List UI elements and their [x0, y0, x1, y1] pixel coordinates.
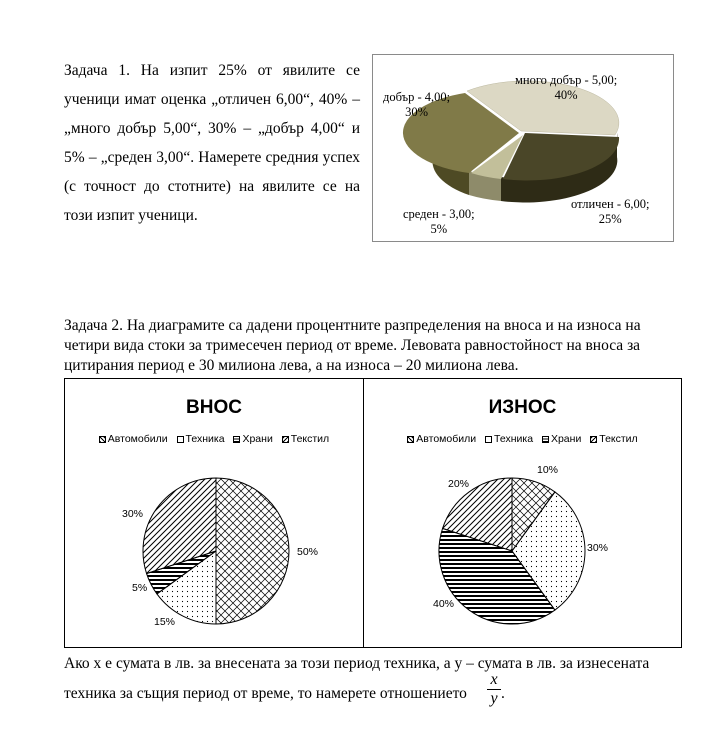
- export-pie-svg: [364, 379, 681, 647]
- import-slice-cars: [216, 478, 289, 624]
- task2-text: Задача 2. На диаграмите са дадени процентните разпределения на вноса и на износа на четири вида стоки за тримесечен период от време. Левовата равностойност на вноса за цитирания период е 30 милиона лева, а на износа – 20 милиона лева.: [64, 317, 641, 374]
- fraction-numerator: x: [490, 671, 498, 688]
- export-chart: [364, 379, 681, 647]
- end-period: .: [501, 685, 505, 702]
- trade-charts-frame: [64, 378, 682, 648]
- import-pct-tech: 15%: [154, 616, 176, 628]
- export-pct-food: 40%: [433, 598, 455, 610]
- ratio-fraction: [487, 671, 501, 708]
- legend-item-textile: Текстил: [590, 433, 637, 445]
- import-pct-cars: 50%: [297, 546, 319, 558]
- task2-question-line2: техника за същия период от време, то намерете отношението: [64, 685, 467, 702]
- import-pct-textile: 30%: [122, 508, 144, 520]
- legend-item-tech: Техника: [177, 433, 225, 445]
- export-pct-textile: 20%: [448, 478, 470, 490]
- export-pct-cars: 10%: [537, 464, 559, 476]
- legend-item-food: Храни: [233, 433, 272, 445]
- fraction-denominator: y: [487, 689, 501, 708]
- task1-text: Задача 1. На изпит 25% от явилите се ученици имат оценка „отличен 6,00“, 40% – „много добър 5,00“, 30% – „добър 4,00“ и 5% – „среден 3,00“. Намерете средния успех (с точност до стотните) на явилите се на този изпит ученици.: [64, 62, 360, 224]
- legend-item-cars: Автомобили: [407, 433, 476, 445]
- legend-item-tech: Техника: [485, 433, 533, 445]
- import-chart: [65, 379, 364, 647]
- export-chart-title: ИЗНОС: [488, 397, 557, 418]
- legend-item-food: Храни: [542, 433, 581, 445]
- label-good: добър - 4,00; 30%: [383, 90, 451, 119]
- import-pct-food: 5%: [132, 582, 148, 594]
- legend-item-cars: Автомобили: [99, 433, 168, 445]
- label-average: среден - 3,00; 5%: [403, 207, 475, 236]
- import-chart-title: ВНОС: [186, 397, 242, 418]
- export-pct-tech: 30%: [587, 542, 609, 554]
- import-pie-svg: [65, 379, 363, 647]
- legend-item-textile: Текстил: [282, 433, 329, 445]
- task2-question-line1: Ако x е сумата в лв. за внесената за този период техника, а y – сумата в лв. за изнесената: [64, 655, 650, 672]
- grades-pie-chart: [372, 54, 674, 242]
- label-very-good: много добър - 5,00; 40%: [515, 73, 618, 102]
- label-excellent: отличен - 6,00; 25%: [571, 197, 650, 226]
